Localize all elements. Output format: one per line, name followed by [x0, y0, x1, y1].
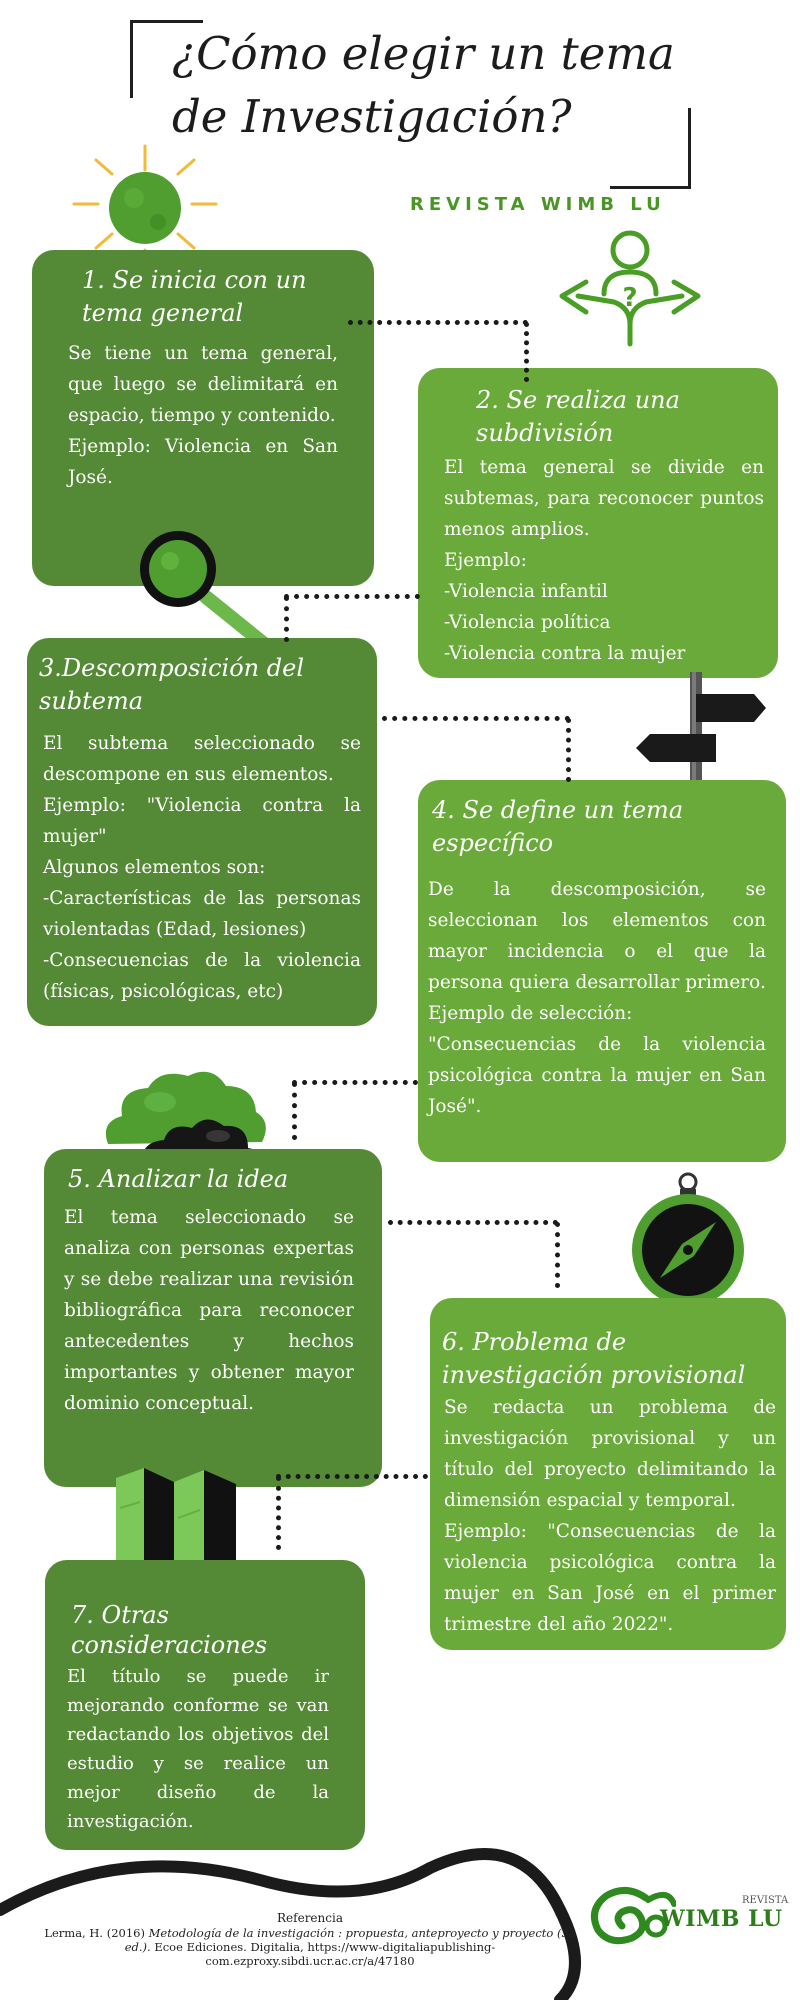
- logo-small-text: REVISTA: [742, 1895, 789, 1906]
- step-3-example: Ejemplo: "Violencia contra la mujer": [43, 795, 361, 847]
- connector-4-5-horizontal: [292, 1080, 418, 1085]
- connector-1-2-vertical: [524, 322, 529, 382]
- step-5-card: [44, 1149, 382, 1487]
- step-3-elements-label: Algunos elementos son:: [43, 857, 266, 878]
- magazine-subtitle: REVISTA WIMB LU: [410, 194, 666, 215]
- connector-4-5-vertical: [292, 1082, 297, 1140]
- step-3-heading: 3.Descomposición del subtema: [39, 654, 305, 715]
- connector-5-6-horizontal: [388, 1220, 558, 1225]
- step-3-item: -Características de las personas violentadas (Edad, lesiones): [43, 888, 361, 940]
- step-1-example: Ejemplo: Violencia en San José.: [68, 436, 338, 488]
- step-6-card: [430, 1298, 786, 1650]
- svg-text:?: ?: [622, 283, 638, 313]
- step-2-example-label: Ejemplo:: [444, 550, 527, 571]
- magnifying-glass-icon: [128, 525, 278, 650]
- step-3-paragraph: El subtema seleccionado se descompone en sus elementos.: [43, 733, 361, 785]
- step-4-example: "Consecuencias de la violencia psicológica contra la mujer en San José".: [428, 1034, 766, 1117]
- step-2-card: [418, 368, 778, 678]
- step-1-heading: 1. Se inicia con un tema general: [82, 266, 307, 327]
- step-4-example-label: Ejemplo de selección:: [428, 1003, 633, 1024]
- step-6-paragraph: Se redacta un problema de investigación provisional y un título del proyecto delimitando la dimensión espacial y temporal.: [444, 1397, 776, 1511]
- step-6-heading: 6. Problema de investigación provisional: [442, 1328, 746, 1389]
- person-crossroads-icon: [550, 228, 710, 348]
- compass-icon: [628, 1166, 748, 1306]
- reference-text: [30, 1926, 590, 1968]
- step-2-paragraph: El tema general se divide en subtemas, para reconocer puntos menos amplios.: [444, 457, 764, 540]
- connector-1-2-horizontal: [348, 320, 528, 325]
- step-2-item: -Violencia contra la mujer: [444, 643, 686, 664]
- connector-2-3-vertical: [284, 596, 289, 642]
- step-7-paragraph: El título se puede ir mejorando conforme se van redactando los objetivos del estudio y se realice un mejor diseño de la investigación.: [67, 1666, 329, 1832]
- step-5-paragraph: El tema seleccionado se analiza con personas expertas y se debe realizar una revisión bibliográfica para reconocer antecedentes y hechos importantes y obtener mayor dominio conceptual.: [64, 1207, 354, 1414]
- reference-title: Referencia: [277, 1911, 343, 1925]
- reference-author: Lerma, H. (2016): [44, 1926, 145, 1940]
- reference-publisher: Ecoe Ediciones. Digitalia, https://www-digitaliapublishing-com.ezproxy.sibdi.ucr.ac.cr/a/47180: [154, 1940, 496, 1968]
- step-2-item: -Violencia política: [444, 612, 611, 633]
- reference-work: Metodología de la investigación : propuesta, anteproyecto y proyecto (5a ed.).: [124, 1926, 576, 1954]
- step-5-heading: 5. Analizar la idea: [68, 1165, 289, 1193]
- step-7-heading: 7. Otras consideraciones: [71, 1601, 268, 1659]
- logo-text: WIMB LU: [660, 1906, 783, 1932]
- connector-3-4-horizontal: [382, 716, 570, 721]
- connector-5-6-vertical: [555, 1222, 560, 1288]
- step-4-heading: 4. Se define un tema específico: [432, 796, 684, 857]
- connector-6-7-vertical: [276, 1476, 281, 1550]
- step-2-heading: 2. Se realiza una subdivisión: [476, 386, 680, 447]
- step-3-card: [27, 638, 377, 1026]
- step-7-card: [45, 1560, 365, 1850]
- step-4-card: [418, 780, 786, 1162]
- step-1-paragraph: Se tiene un tema general, que luego se delimitará en espacio, tiempo y contenido.: [68, 343, 338, 426]
- connector-6-7-horizontal: [276, 1474, 428, 1479]
- page-title: ¿Cómo elegir un tema de Investigación?: [172, 27, 675, 143]
- connector-3-4-vertical: [566, 718, 571, 782]
- step-4-paragraph: De la descomposición, se seleccionan los elementos con mayor incidencia o el que la persona quiera desarrollar primero.: [428, 879, 766, 993]
- step-2-item: -Violencia infantil: [444, 581, 608, 602]
- step-6-example: Ejemplo: "Consecuencias de la violencia psicológica contra la mujer en San José en el primer trimestre del año 2022".: [444, 1521, 776, 1635]
- connector-2-3-horizontal: [284, 594, 420, 599]
- step-3-item: -Consecuencias de la violencia (físicas, psicológicas, etc): [43, 950, 361, 1002]
